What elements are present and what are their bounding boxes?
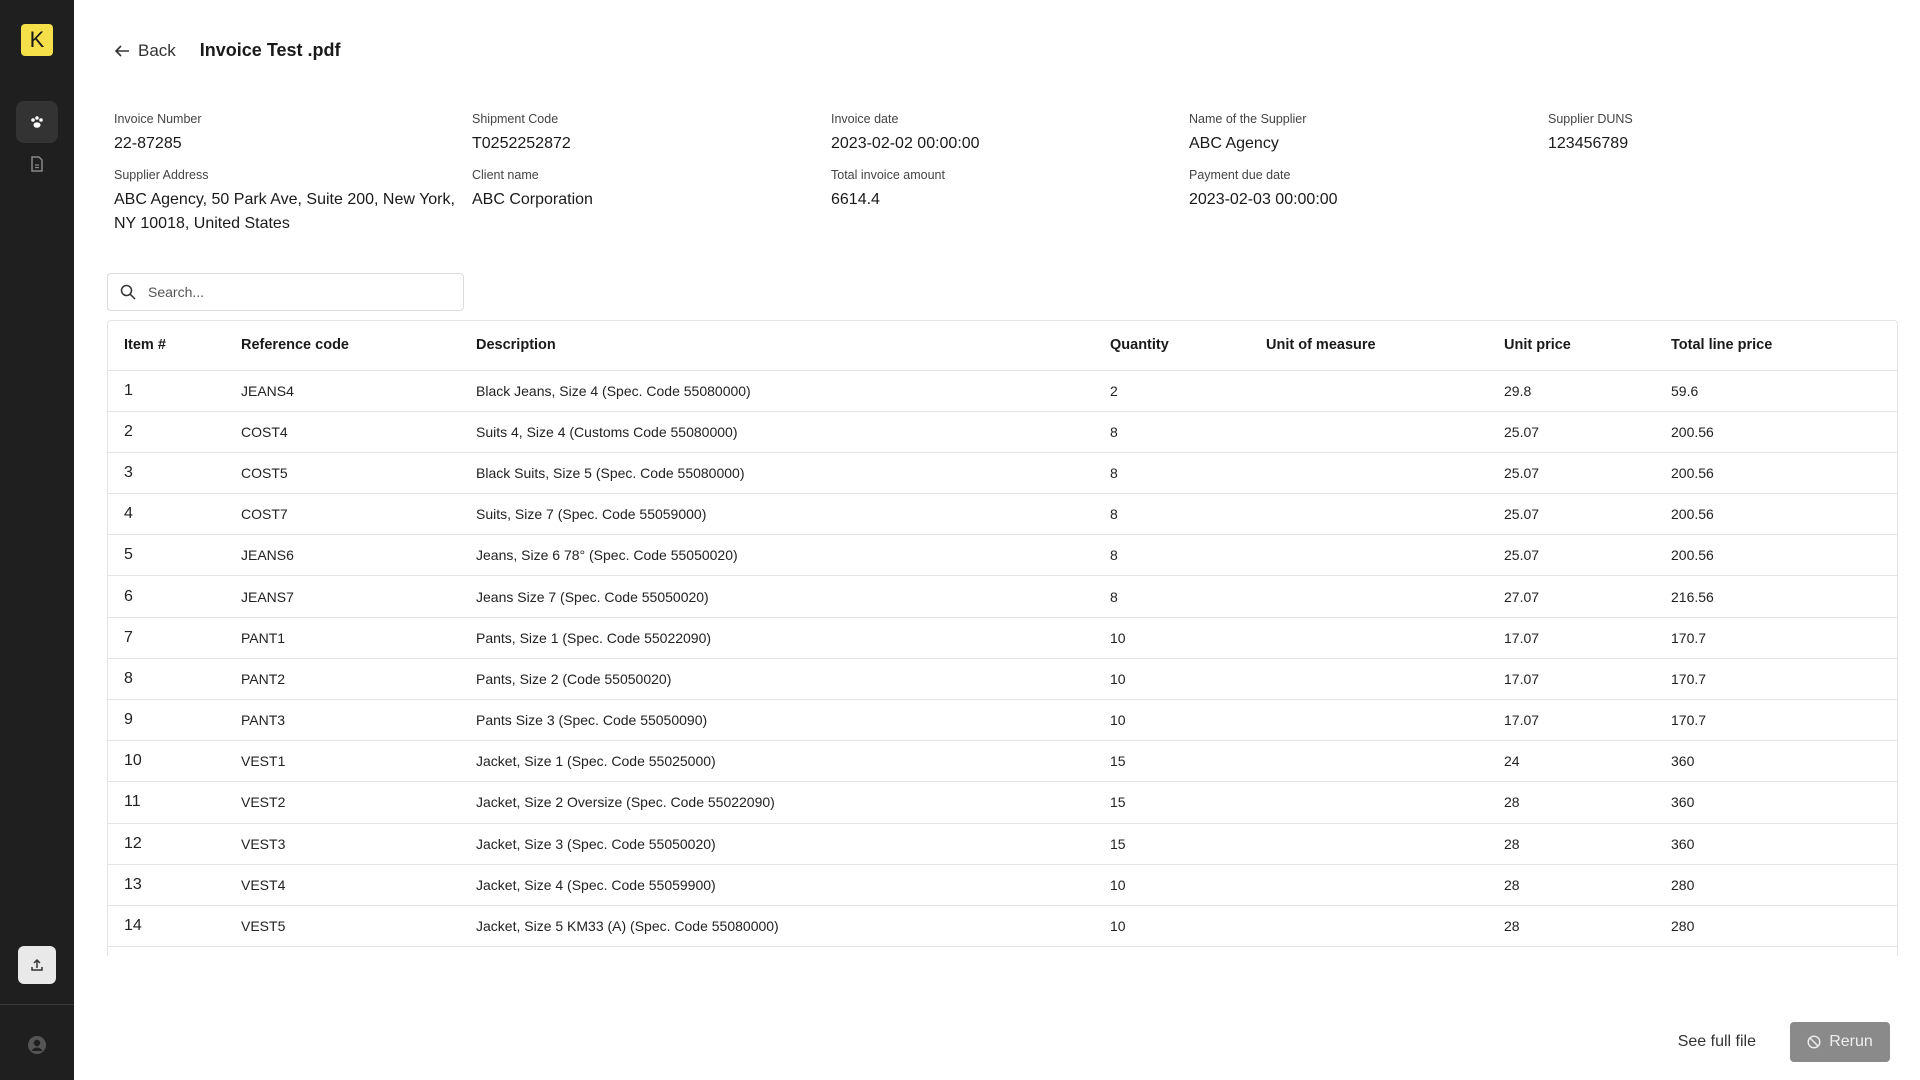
table-cell xyxy=(1266,411,1504,452)
table-cell: VEST3 xyxy=(241,823,476,864)
table-cell: 170.7 xyxy=(1671,658,1897,699)
field-value: T0252252872 xyxy=(472,135,571,152)
table-cell: 10 xyxy=(108,741,241,782)
table-row[interactable] xyxy=(108,823,1897,864)
table-cell: 360 xyxy=(1671,823,1897,864)
table-cell xyxy=(1266,741,1504,782)
search-box xyxy=(107,273,464,311)
column-header[interactable]: Reference code xyxy=(241,321,476,370)
table-cell: Black Suits, Size 5 (Spec. Code 55080000) xyxy=(476,452,1110,493)
table-cell: 216.56 xyxy=(1671,576,1897,617)
table-cell: 25.07 xyxy=(1504,535,1671,576)
table-cell: 13 xyxy=(108,864,241,905)
rerun-button[interactable] xyxy=(1790,1022,1890,1062)
field-value: ABC Agency xyxy=(1189,135,1279,152)
table-cell: 25.07 xyxy=(1504,452,1671,493)
table-cell xyxy=(1266,535,1504,576)
field-label: Shipment Code xyxy=(472,112,559,126)
table-cell: Black Jeans, Size 4 (Spec. Code 55080000) xyxy=(476,370,1110,411)
document-icon xyxy=(30,156,44,172)
table-cell: Suits, Size 7 (Spec. Code 55059000) xyxy=(476,494,1110,535)
table-cell xyxy=(1266,658,1504,699)
column-header[interactable]: Unit of measure xyxy=(1266,321,1504,370)
table-cell: Pants, Size 2 (Code 55050020) xyxy=(476,658,1110,699)
app-logo[interactable]: K xyxy=(21,24,53,56)
invoice-date-field xyxy=(831,112,1191,156)
user-menu[interactable] xyxy=(26,1034,48,1056)
table-cell xyxy=(1266,823,1504,864)
table-cell: COST4 xyxy=(241,411,476,452)
back-button[interactable] xyxy=(114,41,176,61)
invoice-number-field xyxy=(114,112,474,156)
table-cell: PANT1 xyxy=(241,617,476,658)
field-value: ABC Agency, 50 Park Ave, Suite 200, New York, NY 10018, United States xyxy=(114,191,455,232)
table-cell xyxy=(1266,494,1504,535)
table-cell: 7 xyxy=(108,617,241,658)
search-icon xyxy=(120,284,136,300)
table-cell: 2 xyxy=(108,411,241,452)
table-cell: 170.7 xyxy=(1671,700,1897,741)
table-cell: 11 xyxy=(108,782,241,823)
rerun-label: Rerun xyxy=(1829,1033,1873,1050)
sidebar-item-documents[interactable] xyxy=(16,143,58,185)
table-cell: Suits 4, Size 4 (Customs Code 55080000) xyxy=(476,411,1110,452)
table-cell: Jacket, Size 2 Oversize (Spec. Code 55022090) xyxy=(476,782,1110,823)
field-value: 2023-02-02 00:00:00 xyxy=(831,135,980,152)
table-cell: 170.7 xyxy=(1671,617,1897,658)
table-row[interactable] xyxy=(108,576,1897,617)
table-row[interactable] xyxy=(108,411,1897,452)
prohibited-icon xyxy=(1807,1035,1821,1049)
table-cell: 25.07 xyxy=(1504,494,1671,535)
table-cell: 59.6 xyxy=(1671,370,1897,411)
supplier-address-field xyxy=(114,168,470,236)
table-cell xyxy=(1266,452,1504,493)
table-cell: 28 xyxy=(1504,905,1671,946)
table-cell: 10 xyxy=(1110,905,1266,946)
table-cell: 28 xyxy=(1504,782,1671,823)
column-header[interactable]: Item # xyxy=(108,321,241,370)
table-cell: Jeans, Size 6 78° (Spec. Code 55050020) xyxy=(476,535,1110,576)
see-full-file-button[interactable]: See full file xyxy=(1677,1033,1756,1050)
table-cell xyxy=(1266,864,1504,905)
table-cell: JEANS6 xyxy=(241,535,476,576)
table-cell: Pants Size 3 (Spec. Code 55050090) xyxy=(476,700,1110,741)
field-label: Invoice Number xyxy=(114,112,202,126)
table-cell: 280 xyxy=(1671,864,1897,905)
table-row[interactable] xyxy=(108,741,1897,782)
table-row[interactable] xyxy=(108,452,1897,493)
upload-button[interactable] xyxy=(18,946,56,984)
table-cell: 360 xyxy=(1671,782,1897,823)
page-header xyxy=(114,40,340,61)
table-cell: 15 xyxy=(1110,741,1266,782)
table-cell: Jacket, Size 4 (Spec. Code 55059900) xyxy=(476,864,1110,905)
table-cell xyxy=(1266,782,1504,823)
table-cell: 10 xyxy=(1110,700,1266,741)
table-cell: Jacket, Size 1 (Spec. Code 55025000) xyxy=(476,741,1110,782)
table-cell: 8 xyxy=(1110,411,1266,452)
field-label: Supplier Address xyxy=(114,168,209,182)
supplier-name-field xyxy=(1189,112,1549,156)
table-cell: 17.07 xyxy=(1504,658,1671,699)
total-amount-field xyxy=(831,168,1191,212)
table-cell: 200.56 xyxy=(1671,535,1897,576)
table-row[interactable] xyxy=(108,658,1897,699)
table-cell: 4 xyxy=(108,494,241,535)
table-cell: 17.07 xyxy=(1504,617,1671,658)
table-cell: Jacket, Size 5 KM33 (A) (Spec. Code 55080000) xyxy=(476,905,1110,946)
arrow-left-icon xyxy=(114,44,130,58)
table-cell: VEST2 xyxy=(241,782,476,823)
table-cell: Jacket, Size 3 (Spec. Code 55050020) xyxy=(476,823,1110,864)
table-cell: 10 xyxy=(1110,658,1266,699)
column-header[interactable]: Quantity xyxy=(1110,321,1266,370)
shipment-code-field xyxy=(472,112,832,156)
table-cell: VEST5 xyxy=(241,905,476,946)
footer-actions xyxy=(1678,1022,1890,1062)
table-cell xyxy=(1266,576,1504,617)
table-cell: 28 xyxy=(1504,864,1671,905)
field-value: ABC Corporation xyxy=(472,191,593,208)
table-cell xyxy=(1266,617,1504,658)
table-row[interactable] xyxy=(108,370,1897,411)
table-cell: COST7 xyxy=(241,494,476,535)
field-label: Payment due date xyxy=(1189,168,1291,182)
table-cell: 1 xyxy=(108,370,241,411)
table-row[interactable] xyxy=(108,535,1897,576)
table-cell: COST5 xyxy=(241,452,476,493)
table-cell: 200.56 xyxy=(1671,452,1897,493)
table-cell: 6 xyxy=(108,576,241,617)
field-label: Supplier DUNS xyxy=(1548,112,1633,126)
field-value: 22-87285 xyxy=(114,135,182,152)
table-body xyxy=(108,370,1897,947)
supplier-duns-field xyxy=(1548,112,1908,156)
table-cell: 8 xyxy=(1110,494,1266,535)
table-cell: Pants, Size 1 (Spec. Code 55022090) xyxy=(476,617,1110,658)
table-row[interactable] xyxy=(108,494,1897,535)
table-cell: 27.07 xyxy=(1504,576,1671,617)
table-row[interactable] xyxy=(108,782,1897,823)
table-cell: 12 xyxy=(108,823,241,864)
table-row[interactable] xyxy=(108,700,1897,741)
table-cell: 280 xyxy=(1671,905,1897,946)
table-cell: 9 xyxy=(108,700,241,741)
table-cell: 15 xyxy=(1110,782,1266,823)
table-cell: Jeans Size 7 (Spec. Code 55050020) xyxy=(476,576,1110,617)
table-cell: 3 xyxy=(108,452,241,493)
table-cell: 15 xyxy=(1110,823,1266,864)
table-cell: 5 xyxy=(108,535,241,576)
sidebar-divider xyxy=(0,1004,74,1005)
table-cell: 29.8 xyxy=(1504,370,1671,411)
sidebar xyxy=(0,0,74,1080)
table-cell: 200.56 xyxy=(1671,411,1897,452)
field-value: 123456789 xyxy=(1548,135,1629,152)
field-label: Total invoice amount xyxy=(831,168,945,182)
table-cell: VEST4 xyxy=(241,864,476,905)
page-title: Invoice Test .pdf xyxy=(199,40,341,60)
table-row[interactable] xyxy=(108,617,1897,658)
table-row[interactable] xyxy=(108,864,1897,905)
user-icon xyxy=(27,1035,47,1055)
field-value: 2023-02-03 00:00:00 xyxy=(1189,191,1338,208)
table-cell xyxy=(1266,700,1504,741)
table-cell: JEANS4 xyxy=(241,370,476,411)
table-cell xyxy=(1266,905,1504,946)
table-cell: JEANS7 xyxy=(241,576,476,617)
table-cell: PANT2 xyxy=(241,658,476,699)
field-label: Name of the Supplier xyxy=(1189,112,1307,126)
table-cell: 2 xyxy=(1110,370,1266,411)
table-cell: 28 xyxy=(1504,823,1671,864)
table-cell: 8 xyxy=(1110,452,1266,493)
table-cell: 10 xyxy=(1110,864,1266,905)
table-cell: 17.07 xyxy=(1504,700,1671,741)
field-label: Client name xyxy=(472,168,539,182)
upload-icon xyxy=(29,957,45,973)
table-header-row xyxy=(108,321,1897,370)
table-cell xyxy=(1266,370,1504,411)
column-header[interactable]: Unit price xyxy=(1504,321,1671,370)
paw-icon xyxy=(29,114,45,130)
table-cell: 10 xyxy=(1110,617,1266,658)
table-row[interactable] xyxy=(108,905,1897,946)
column-header[interactable]: Description xyxy=(476,321,1110,370)
table-cell: 360 xyxy=(1671,741,1897,782)
table-cell: PANT3 xyxy=(241,700,476,741)
sidebar-item-agents[interactable] xyxy=(16,101,58,143)
client-name-field xyxy=(472,168,832,212)
table-cell: 25.07 xyxy=(1504,411,1671,452)
table-cell: 14 xyxy=(108,905,241,946)
table-cell: VEST1 xyxy=(241,741,476,782)
table-cell: 8 xyxy=(1110,535,1266,576)
field-value: 6614.4 xyxy=(831,191,880,208)
back-label: Back xyxy=(138,40,176,60)
payment-due-field xyxy=(1189,168,1549,212)
line-items-table xyxy=(107,320,1898,956)
column-header[interactable]: Total line price xyxy=(1671,321,1897,370)
field-label: Invoice date xyxy=(831,112,899,126)
search-input[interactable] xyxy=(148,284,448,300)
table-cell: 200.56 xyxy=(1671,494,1897,535)
table-cell: 24 xyxy=(1504,741,1671,782)
table-cell: 8 xyxy=(1110,576,1266,617)
table-cell: 8 xyxy=(108,658,241,699)
